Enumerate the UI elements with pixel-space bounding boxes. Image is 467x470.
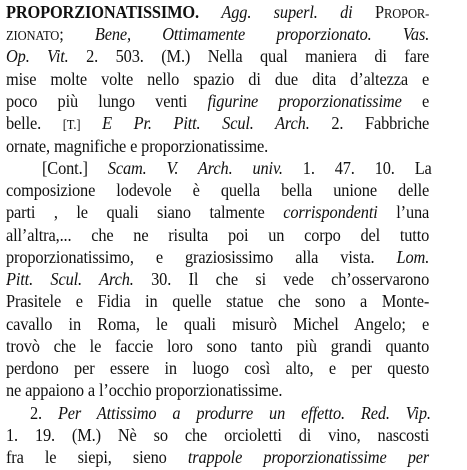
sense-2-number: 2.	[30, 403, 43, 423]
cont-text-a-end: La	[414, 158, 432, 178]
sense-2-text-a: Nè so che orcioletti di vino, nascosti	[117, 425, 430, 445]
citation-2-mark: [T.]	[62, 117, 81, 132]
text-line-17	[6, 357, 429, 379]
text-line-21	[6, 446, 429, 468]
pos-ref-smallcaps-2: ZIONATO	[6, 28, 60, 43]
citation-2-text-b: ornate, magnifiche e proporzionatissime.	[6, 136, 269, 156]
cont-mark: [Cont.]	[42, 158, 88, 178]
cont-text-c-italic: corrispondenti	[283, 202, 378, 222]
citation-1-text-a: Nella qual maniera di fare	[207, 46, 430, 66]
citation-1-text-c-italic: figurine proporzionatissime	[207, 91, 402, 111]
sense-2-source: Red. Vip.	[360, 403, 431, 423]
text-line-7	[6, 135, 429, 157]
cont-text-c-plain: parti , le quali siano talmente	[6, 202, 265, 222]
text-line-15	[6, 313, 429, 335]
text-line-1	[6, 1, 429, 23]
text-line-19	[30, 402, 431, 424]
sense-2-text-b-italic: trappole proporzionatissime per	[187, 447, 430, 467]
cont-text-f-loc: 30.	[151, 269, 172, 289]
citation-2-text-a: Fabbriche	[365, 113, 430, 133]
cont-text-e-source: Lom.	[396, 247, 430, 267]
text-line-3	[6, 45, 429, 67]
cont-source: Scam. V. Arch. univ.	[107, 158, 283, 178]
cont-text-g: Prasitele e Fidia in quelle statue che sono a Monte-	[6, 291, 430, 311]
cont-text-d: all’altra,... che ne risulta poi un corpo del tutto	[6, 225, 430, 245]
headword: PROPORZIONATISSIMO.	[6, 2, 199, 22]
text-line-18	[6, 379, 429, 401]
cont-text-i: trovò che le faccie loro sono tanto più grandi quanto	[6, 336, 430, 356]
text-line-14	[6, 290, 429, 312]
text-line-8	[42, 157, 432, 179]
text-line-9	[6, 179, 429, 201]
cont-text-e: proporzionatissimo, e graziosissimo alla vista.	[6, 247, 375, 267]
text-line-11	[6, 224, 429, 246]
text-line-13	[6, 268, 429, 290]
text-line-20	[6, 424, 429, 446]
text-line-16	[6, 335, 429, 357]
pos-ref-cap: P	[374, 2, 384, 22]
citation-1-text-c-plain: poco più lungo venti	[6, 91, 188, 111]
sense-2-loc: 1. 19. (M.)	[6, 425, 101, 445]
citation-2-loc: 2.	[331, 113, 344, 133]
citation-1-source: Vas.	[402, 24, 430, 44]
citation-1-loc: 2. 503. (M.)	[86, 46, 191, 66]
citation-2-source: E Pr. Pitt. Scul. Arch.	[102, 113, 310, 133]
text-line-2: ZIONATO; Bene, Ottimamente proporzionato. Vas.	[6, 24, 430, 44]
text-line-12	[6, 246, 429, 268]
cont-text-h: cavallo in Roma, le quali misurò Michel Angelo; e	[6, 314, 430, 334]
sense-2-text-b-plain: fra le siepi, sieno	[6, 447, 167, 467]
definition: Bene, Ottimamente proporzionato.	[94, 24, 372, 44]
text-line-10	[6, 201, 429, 223]
citation-1-text-b: mise molte volte nello spazio di due dita d’altezza e	[6, 69, 430, 89]
cont-text-k: ne appaiono a l’occhio proporzionatissime.	[6, 380, 283, 400]
cont-text-c-end: l’una	[396, 202, 430, 222]
part-of-speech: Agg. superl. di	[221, 2, 353, 22]
text-line-6	[6, 112, 429, 134]
citation-1-text-c-end: e	[422, 91, 430, 111]
cont-text-b: composizione lodevole è quella bella unione delle	[6, 180, 430, 200]
cont-text-f: Il che si vede ch’osservarono	[188, 269, 430, 289]
cont-loc: 1. 47. 10.	[302, 158, 395, 178]
text-line-4	[6, 68, 429, 90]
citation-1-source-b: Op. Vit.	[6, 46, 69, 66]
cont-text-j: perdono per essere in luogo così alto, e per questo	[6, 358, 430, 378]
cont-text-f-source: Pitt. Scul. Arch.	[6, 269, 134, 289]
pos-ref-smallcaps: ROPOR-	[383, 6, 430, 21]
text-line-5	[6, 90, 429, 112]
sense-2-definition: Per Attissimo a produrre un effetto.	[57, 403, 345, 423]
citation-1-text-d: belle.	[6, 113, 42, 133]
